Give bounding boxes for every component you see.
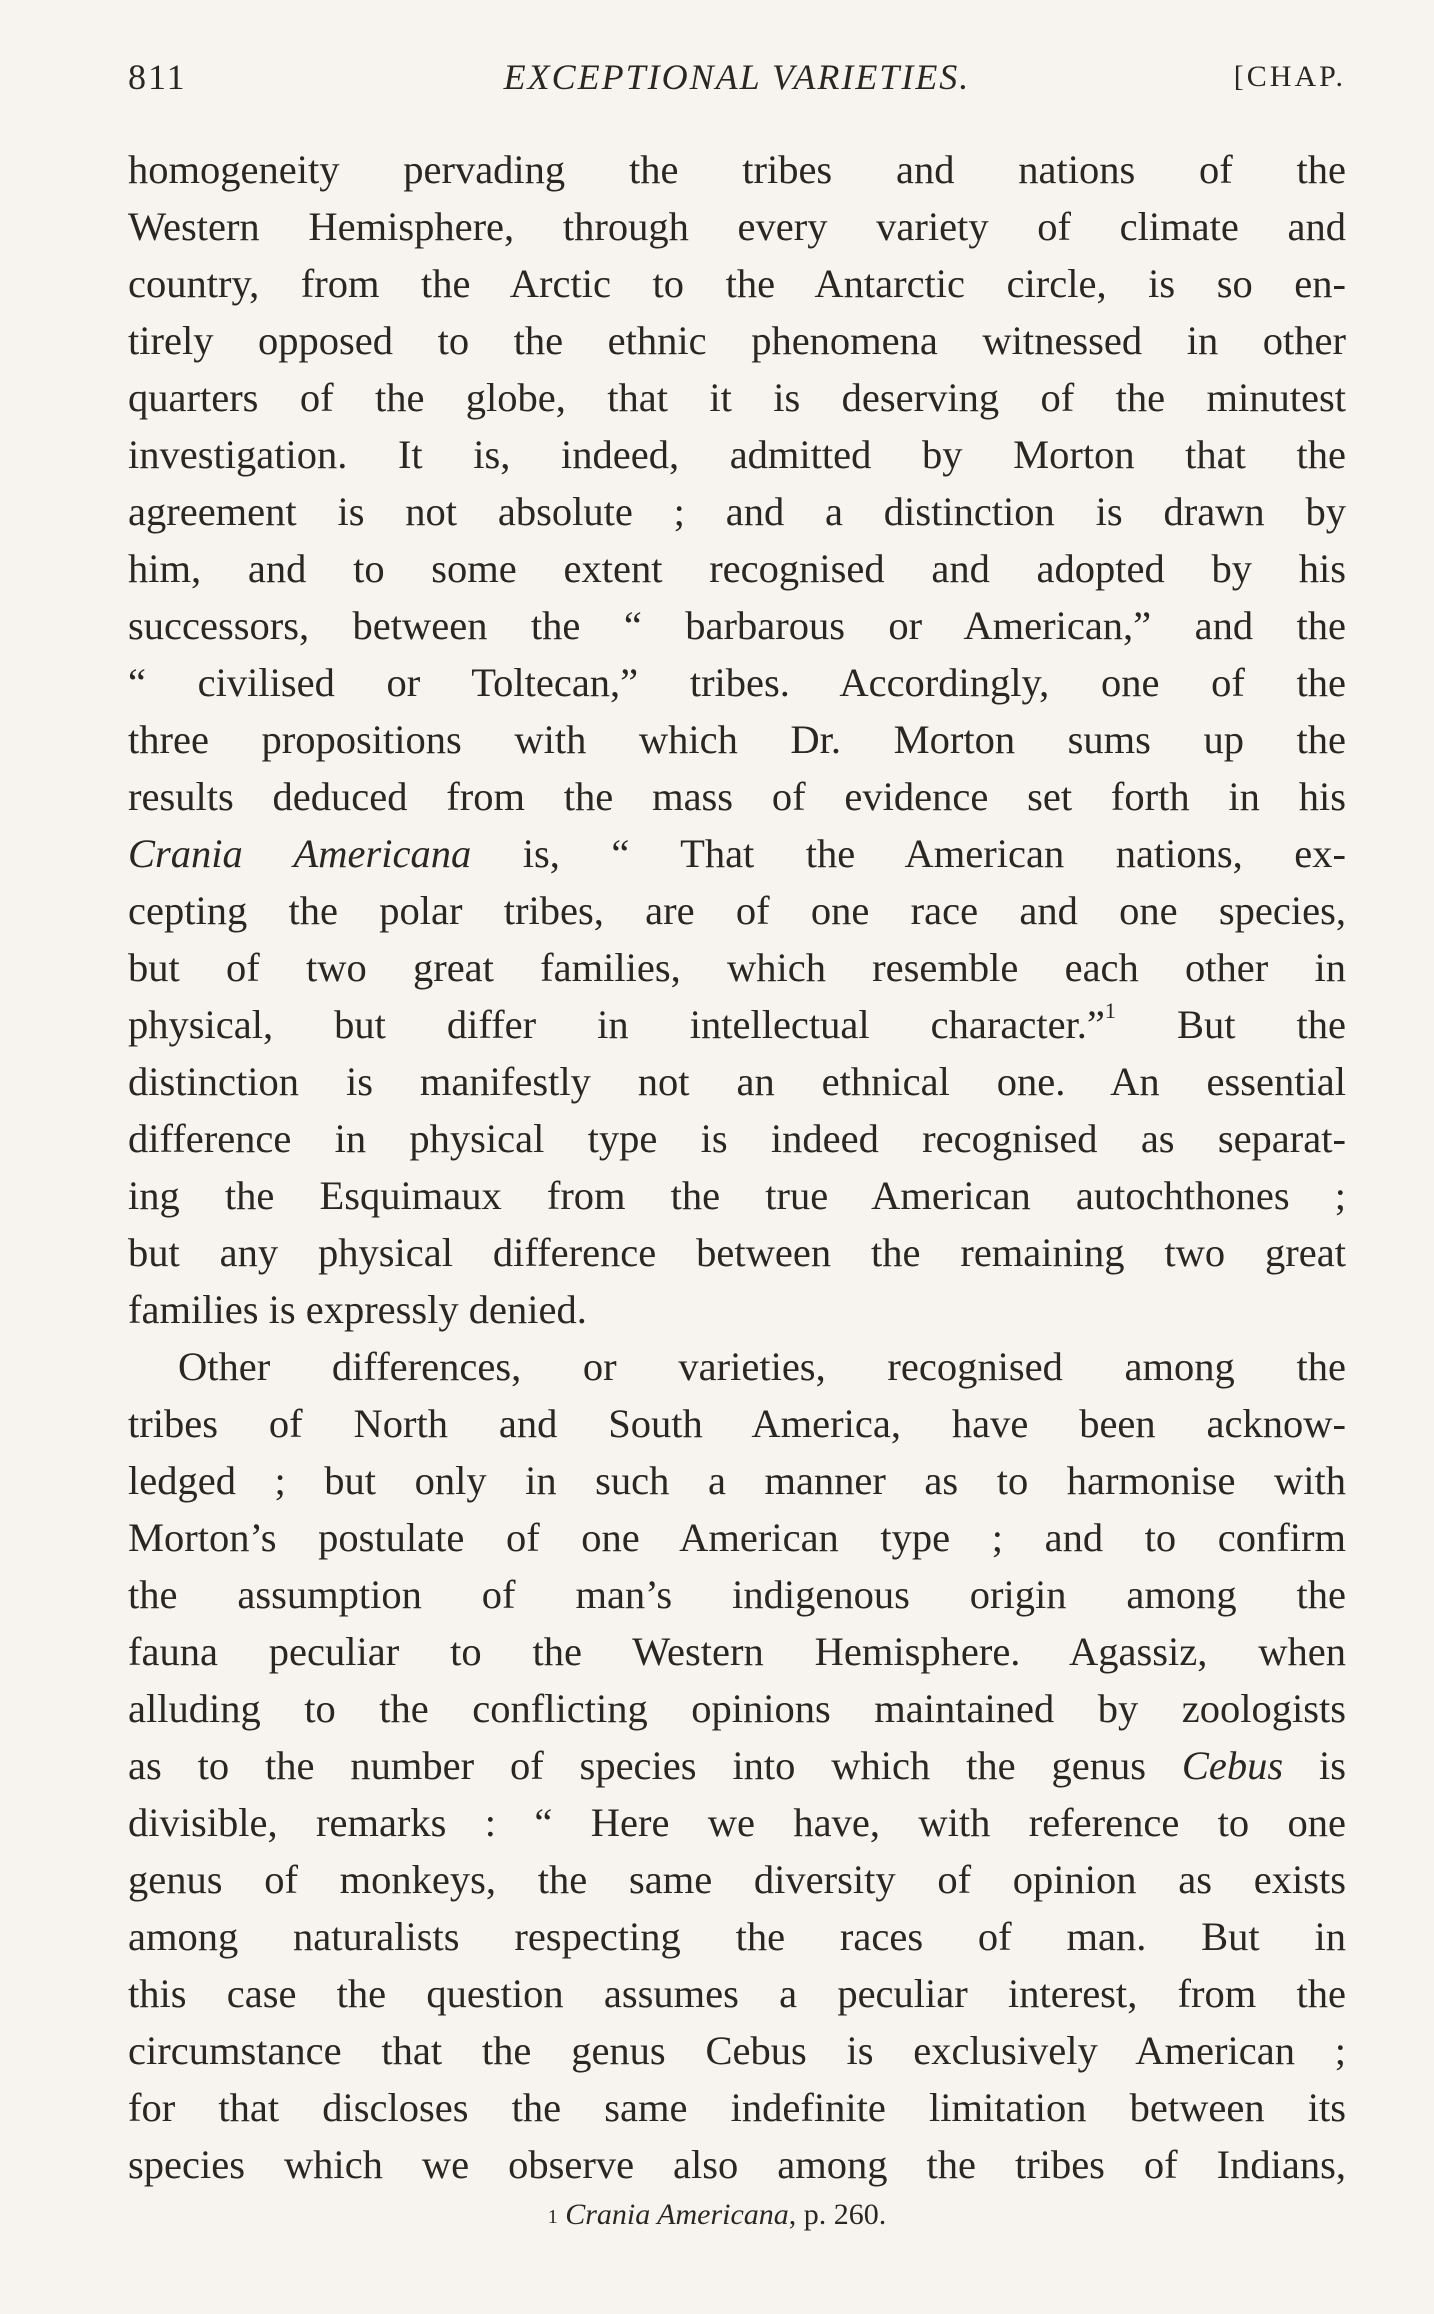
body-text [128,141,1346,2193]
text-line: “ civilised or Toltecan,” tribes. Accordingly, one of the [128,660,1346,705]
text-line: homogeneity pervading the tribes and nations of the [128,147,1346,192]
text-line: him, and to some extent recognised and adopted by his [128,546,1346,591]
text-line: Morton’s postulate of one American type ; and to confirm [128,1515,1346,1560]
text-line: ledged ; but only in such a manner as to harmonise with [128,1458,1346,1503]
text-line: tirely opposed to the ethnic phenomena witnessed in other [128,318,1346,363]
text-line: cepting the polar tribes, are of one race and one species, [128,888,1346,933]
text-line: genus of monkeys, the same diversity of opinion as exists [128,1857,1346,1902]
footnote-title: Crania Americana [565,2198,789,2231]
text-line: investigation. It is, indeed, admitted by Morton that the [128,432,1346,477]
text-line: distinction is manifestly not an ethnical one. An essential [128,1059,1346,1104]
text-line: results deduced from the mass of evidence set forth in his [128,774,1346,819]
page-number: 811 [128,57,187,97]
footnote-marker: 1 [547,2206,558,2228]
text-line: country, from the Arctic to the Antarctic circle, is so en- [128,261,1346,306]
text-line: this case the question assumes a peculiar interest, from the [128,1971,1346,2016]
footnote [0,2195,1434,2235]
italic-title: Crania Americana [128,831,472,876]
text-line: the assumption of man’s indigenous origin among the [128,1572,1346,1617]
text-line-with-footnote-ref [128,996,1346,1053]
text-line: tribes of North and South America, have been acknow- [128,1401,1346,1446]
text-span: But the [1115,1002,1346,1047]
text-line: alluding to the conflicting opinions maintained by zoologists [128,1686,1346,1731]
running-title: EXCEPTIONAL VARIETIES. [503,57,971,97]
text-line: divisible, remarks : “ Here we have, with reference to one [128,1800,1346,1845]
footnote-reference: 1 [1104,998,1116,1023]
text-line: circumstance that the genus Cebus is exclusively American ; [128,2028,1346,2073]
text-line: but any physical difference between the remaining two great [128,1230,1346,1275]
text-line-cebus [128,1737,1346,1794]
text-line: ing the Esquimaux from the true American autochthones ; [128,1173,1346,1218]
text-line: for that discloses the same indefinite limitation between its [128,2085,1346,2130]
paragraph-end-line: families is expressly denied. [128,1287,587,1332]
text-line: but of two great families, which resemble each other in [128,945,1346,990]
text-line: quarters of the globe, that it is deserving of the minutest [128,375,1346,420]
text-span: physical, but differ in intellectual character.” [128,1002,1105,1047]
text-line: fauna peculiar to the Western Hemisphere. Agassiz, when [128,1629,1346,1674]
italic-genus: Cebus [1181,1743,1284,1788]
text-line: successors, between the “ barbarous or American,” and the [128,603,1346,648]
text-span: as to the number of species into which the genus [128,1743,1182,1788]
text-line: agreement is not absolute ; and a distinction is drawn by [128,489,1346,534]
text-line: species which we observe also among the tribes of Indians, [128,2142,1346,2187]
text-line-crania [128,825,1346,882]
text-span: is, “ That the American nations, ex- [471,831,1346,876]
text-span: is [1283,1743,1346,1788]
text-line: difference in physical type is indeed recognised as separat- [128,1116,1346,1161]
running-head [128,52,1346,102]
text-line: three propositions with which Dr. Morton sums up the [128,717,1346,762]
text-line: Western Hemisphere, through every variety of climate and [128,204,1346,249]
text-line: among naturalists respecting the races of man. But in [128,1914,1346,1959]
chapter-mark: [CHAP. [1233,60,1346,93]
footnote-page: , p. 260. [788,2198,887,2231]
paragraph-start-line: Other differences, or varieties, recognised among the [178,1344,1346,1389]
